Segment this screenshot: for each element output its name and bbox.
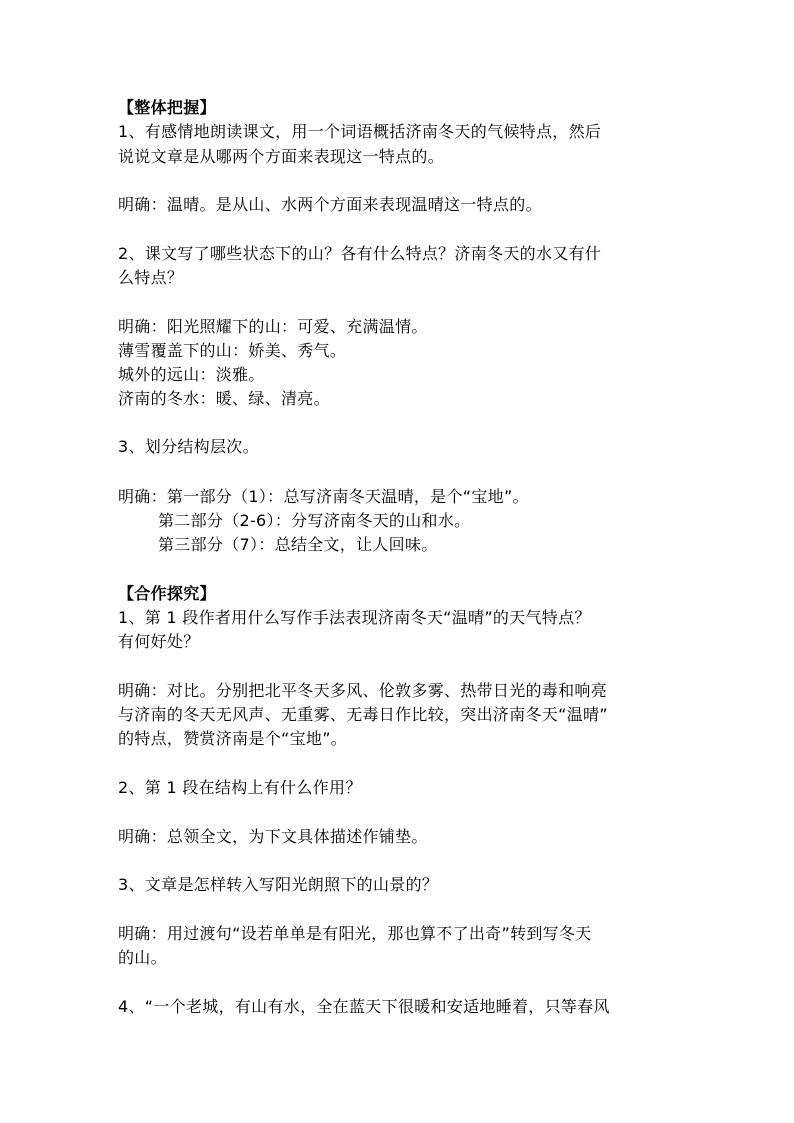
question-1-line-1: 1、有感情地朗读课文，用一个词语概括济南冬天的气候特点，然后 [118, 122, 602, 141]
explore-question-4-line-1: 4、“一个老城，有山有水，全在蓝天下很暖和安适地睡着，只等春风 [118, 997, 610, 1016]
answer-2-line-2: 薄雪覆盖下的山：娇美、秀气。 [118, 341, 347, 360]
answer-2-line-4: 济南的冬水：暖、绿、清亮。 [118, 389, 330, 408]
explore-answer-1-line-3: 的特点，赞赏济南是个“宝地”。 [118, 729, 348, 748]
question-1-line-2: 说说文章是从哪两个方面来表现这一特点的。 [118, 147, 445, 166]
section-heading-cooperative: 【合作探究】 [118, 584, 216, 603]
explore-answer-1-line-2: 与济南的冬天无风声、无重雾、无毒日作比较，突出济南冬天“温晴” [118, 705, 608, 724]
answer-3-line-1: 明确：第一部分（1）：总写济南冬天温晴，是个“宝地”。 [118, 487, 529, 506]
answer-2-line-1: 明确：阳光照耀下的山：可爱、充满温情。 [118, 317, 428, 336]
explore-answer-1-line-1: 明确：对比。分别把北平冬天多风、伦敦多雾、热带日光的毒和响亮 [118, 681, 608, 700]
section-heading-overall: 【整体把握】 [118, 98, 216, 117]
answer-1: 明确：温晴。是从山、水两个方面来表现温晴这一特点的。 [118, 195, 542, 214]
question-2-line-1: 2、课文写了哪些状态下的山？各有什么特点？济南冬天的水又有什 [118, 244, 602, 263]
explore-question-1-line-2: 有何好处？ [118, 632, 200, 651]
question-2-line-2: 么特点？ [118, 268, 184, 287]
explore-question-1-line-1: 1、第 1 段作者用什么写作手法表现济南冬天“温晴”的天气特点？ [118, 608, 591, 627]
explore-question-3: 3、文章是怎样转入写阳光朗照下的山景的？ [118, 875, 439, 894]
answer-2-line-3: 城外的远山：淡雅。 [118, 365, 265, 384]
answer-3-line-3: 第三部分（7）：总结全文，让人回味。 [158, 535, 438, 554]
explore-answer-3-line-1: 明确：用过渡句“设若单单是有阳光，那也算不了出奇”转到写冬天 [118, 924, 592, 943]
explore-answer-2: 明确：总领全文，为下文具体描述作铺垫。 [118, 827, 428, 846]
explore-question-2: 2、第 1 段在结构上有什么作用？ [118, 778, 362, 797]
question-3: 3、划分结构层次。 [118, 437, 259, 456]
explore-answer-3-line-2: 的山。 [118, 948, 167, 967]
answer-3-line-2: 第二部分（2-6）：分写济南冬天的山和水。 [158, 511, 471, 530]
